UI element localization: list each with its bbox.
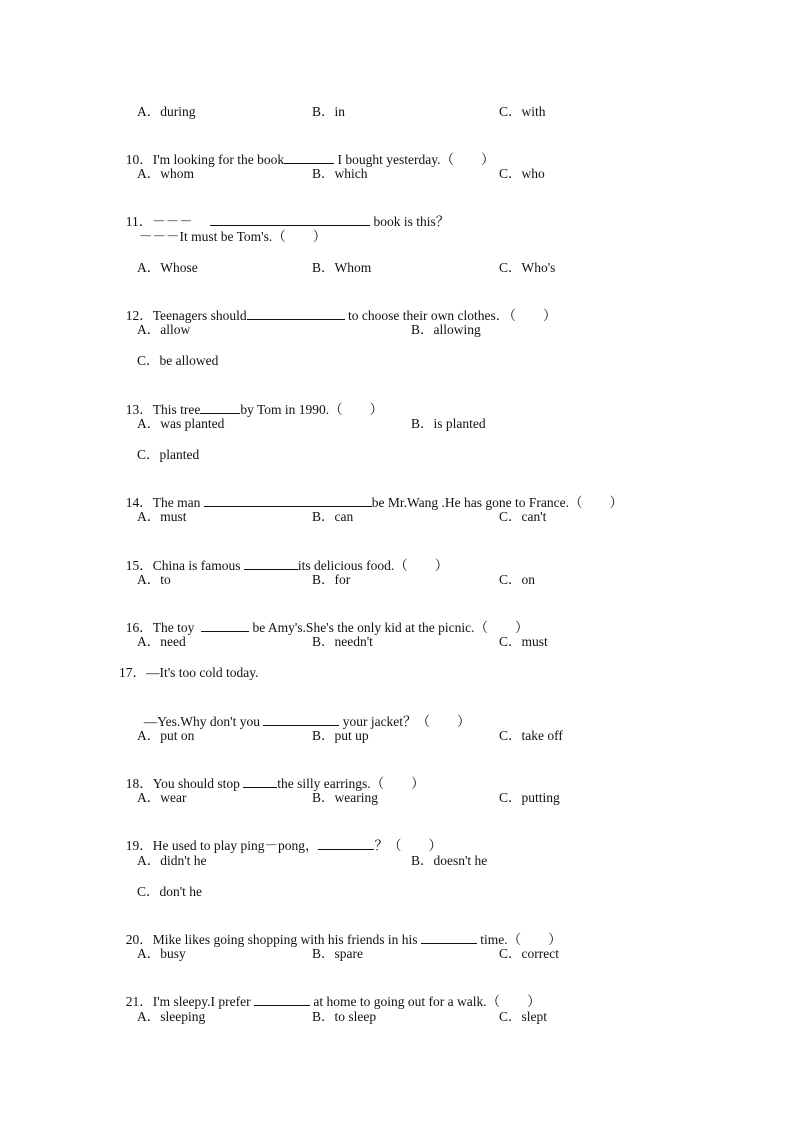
q16-answer-blank[interactable] xyxy=(201,619,249,632)
q11-option-a: A．Whose xyxy=(137,260,198,275)
q21-option-b: B．to sleep xyxy=(312,1009,377,1024)
q21-stem-pre: 21．I'm sleepy.I prefer xyxy=(125,994,255,1009)
q12-option-c: C．be allowed xyxy=(137,353,219,368)
q20-option-b: B．spare xyxy=(312,946,363,961)
q11-stem xyxy=(119,197,449,230)
q11-stem-pre: 11．－－－ xyxy=(125,214,197,229)
q13-option-a: A．was planted xyxy=(137,416,225,431)
q11-line2: －－－It must be Tom's.（ ） xyxy=(139,229,327,244)
q9-option-b: B．in xyxy=(312,104,346,119)
q17-answer-blank[interactable] xyxy=(263,713,339,726)
q18-stem-pre: 18．You should stop xyxy=(125,776,244,791)
q18-option-c: C．putting xyxy=(499,790,560,805)
q17-option-a: A．put on xyxy=(137,728,195,743)
q19-stem-pre: 19．He used to play ping－pong， xyxy=(125,838,319,853)
q21-stem-post: at home to going out for a walk.（ ） xyxy=(310,994,541,1009)
q14-option-b: B．can xyxy=(312,509,354,524)
q12-stem-post: to choose their own clothes．（ ） xyxy=(344,308,557,323)
q20-stem xyxy=(119,915,562,948)
q10-answer-blank[interactable] xyxy=(284,151,334,164)
q21-option-a: A．sleeping xyxy=(137,1009,206,1024)
q11-answer-blank[interactable] xyxy=(210,213,370,226)
q10-option-a: A．whom xyxy=(137,166,194,181)
q16-stem-post: be Amy's.She's the only kid at the picnic.（ ） xyxy=(249,620,529,635)
q12-stem xyxy=(119,291,557,324)
q19-option-b: B．doesn't he xyxy=(411,853,488,868)
q15-answer-blank[interactable] xyxy=(244,557,298,570)
q9-option-c: C．with xyxy=(499,104,546,119)
q17-stem xyxy=(137,697,471,730)
q15-stem-post: its delicious food.（ ） xyxy=(297,558,449,573)
q16-option-a: A．need xyxy=(137,634,186,649)
q20-option-c: C．correct xyxy=(499,946,559,961)
q18-stem-post: the silly earrings.（ ） xyxy=(277,776,425,791)
q15-option-a: A．to xyxy=(137,572,171,587)
q20-stem-post: time.（ ） xyxy=(476,932,562,947)
q20-answer-blank[interactable] xyxy=(421,931,477,944)
q13-answer-blank[interactable] xyxy=(200,401,240,414)
q14-stem-pre: 14．The man xyxy=(125,495,204,510)
q14-answer-blank[interactable] xyxy=(204,494,372,507)
q18-option-b: B．wearing xyxy=(312,790,378,805)
q10-stem-post: I bought yesterday.（ ） xyxy=(334,152,495,167)
q9-option-a: A．during xyxy=(137,104,196,119)
q16-option-b: B．needn't xyxy=(312,634,373,649)
q14-stem xyxy=(119,478,623,511)
q18-option-a: A．wear xyxy=(137,790,187,805)
q11-stem-post: book is this？ xyxy=(370,214,450,229)
q14-stem-post: be Mr.Wang .He has gone to France.（ ） xyxy=(371,495,623,510)
q15-stem-pre: 15．China is famous xyxy=(125,558,244,573)
q16-stem-pre: 16．The toy xyxy=(125,620,202,635)
q12-option-b: B．allowing xyxy=(411,322,481,337)
q10-stem xyxy=(119,135,495,168)
q10-stem-pre: 10．I'm looking for the book xyxy=(125,152,285,167)
q15-option-c: C．on xyxy=(499,572,536,587)
q19-option-c: C．don't he xyxy=(137,884,203,899)
q18-stem xyxy=(119,759,425,792)
q13-stem xyxy=(119,385,383,418)
q21-stem xyxy=(119,977,541,1010)
q21-option-c: C．slept xyxy=(499,1009,548,1024)
q17-line1: 17．—It's too cold today. xyxy=(119,665,259,680)
q12-stem-pre: 12．Teenagers should xyxy=(125,308,247,323)
q10-option-b: B．which xyxy=(312,166,368,181)
q17-stem-pre: —Yes.Why don't you xyxy=(143,714,264,729)
q10-option-c: C．who xyxy=(499,166,545,181)
q12-answer-blank[interactable] xyxy=(247,307,345,320)
q15-option-b: B．for xyxy=(312,572,351,587)
q20-option-a: A．busy xyxy=(137,946,186,961)
q21-answer-blank[interactable] xyxy=(254,993,310,1006)
q13-stem-post: by Tom in 1990.（ ） xyxy=(240,402,384,417)
q19-stem xyxy=(119,821,442,854)
q11-option-b: B．Whom xyxy=(312,260,372,275)
q16-stem xyxy=(119,603,528,636)
q17-option-b: B．put up xyxy=(312,728,369,743)
q17-option-c: C．take off xyxy=(499,728,563,743)
q14-option-c: C．can't xyxy=(499,509,547,524)
q12-option-a: A．allow xyxy=(137,322,191,337)
q14-option-a: A．must xyxy=(137,509,187,524)
q15-stem xyxy=(119,541,448,574)
q19-option-a: A．didn't he xyxy=(137,853,207,868)
q13-stem-pre: 13．This tree xyxy=(125,402,201,417)
q18-answer-blank[interactable] xyxy=(243,775,277,788)
q17-stem-post: your jacket？（ ） xyxy=(339,714,471,729)
q19-answer-blank[interactable] xyxy=(318,837,374,850)
q20-stem-pre: 20．Mike likes going shopping with his friends in his xyxy=(125,932,421,947)
q13-option-c: C．planted xyxy=(137,447,200,462)
q13-option-b: B．is planted xyxy=(411,416,486,431)
q19-stem-post: ？（ ） xyxy=(374,838,442,853)
q16-option-c: C．must xyxy=(499,634,548,649)
q11-option-c: C．Who's xyxy=(499,260,556,275)
